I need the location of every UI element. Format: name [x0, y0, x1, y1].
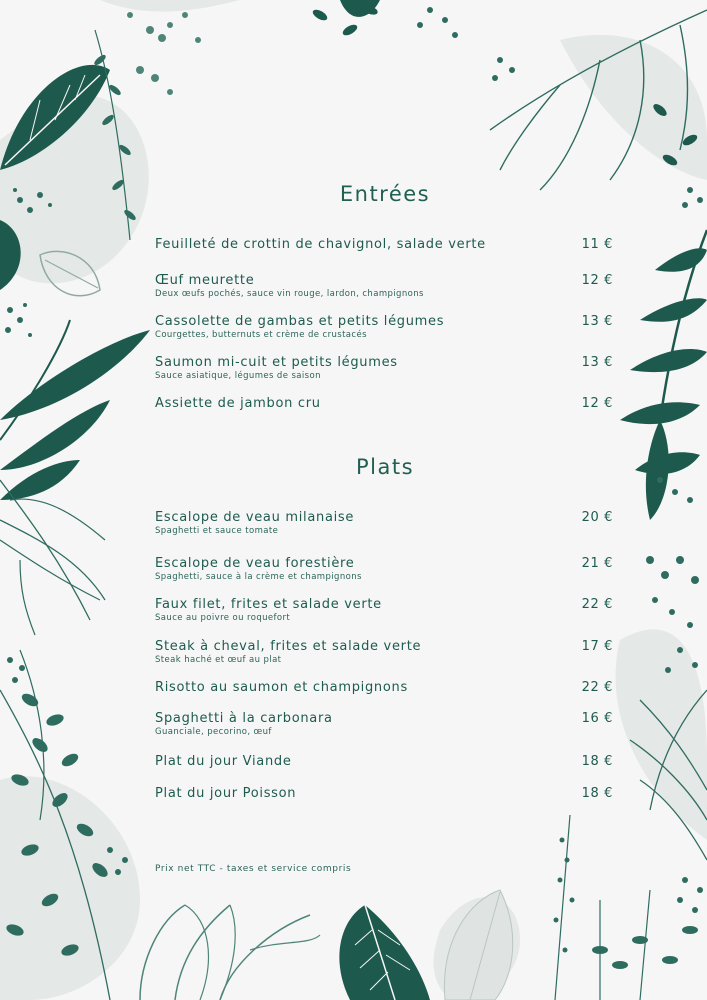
- item-description: Deux œufs pochés, sauce vin rouge, lardon, champignons: [155, 289, 424, 299]
- menu-item: [155, 396, 615, 411]
- item-description: Spaghetti, sauce à la crème et champignons: [155, 572, 362, 582]
- item-description: Guanciale, pecorino, œuf: [155, 727, 272, 737]
- item-price: 11 €: [581, 237, 613, 252]
- menu-item: [155, 597, 615, 623]
- menu-item: [155, 680, 615, 695]
- item-price: 22 €: [581, 597, 613, 612]
- item-price: 20 €: [581, 510, 613, 525]
- item-name: Escalope de veau forestière: [155, 556, 355, 571]
- item-description: Spaghetti et sauce tomate: [155, 526, 279, 536]
- item-price: 12 €: [581, 396, 613, 411]
- price-note: Prix net TTC - taxes et service compris: [155, 864, 352, 874]
- item-description: Sauce au poivre ou roquefort: [155, 613, 291, 623]
- section-title-entrees: Entrées: [339, 182, 431, 206]
- item-price: 17 €: [581, 639, 613, 654]
- menu-item: [155, 711, 615, 737]
- item-name: Spaghetti à la carbonara: [155, 711, 333, 726]
- item-name: Feuilleté de crottin de chavignol, salade verte: [155, 237, 486, 252]
- item-name: Escalope de veau milanaise: [155, 510, 355, 525]
- item-name: Œuf meurette: [155, 273, 255, 288]
- item-name: Cassolette de gambas et petits légumes: [155, 314, 445, 329]
- menu-item: [155, 510, 615, 536]
- item-price: 21 €: [581, 556, 613, 571]
- item-name: Faux filet, frites et salade verte: [155, 597, 382, 612]
- item-name: Risotto au saumon et champignons: [155, 680, 408, 695]
- menu-item: [155, 273, 615, 299]
- menu-item: [155, 786, 615, 801]
- item-name: Saumon mi-cuit et petits légumes: [155, 355, 398, 370]
- item-name: Plat du jour Poisson: [155, 786, 297, 801]
- item-name: Assiette de jambon cru: [155, 396, 321, 411]
- menu-item: [155, 355, 615, 381]
- menu-item: [155, 314, 615, 340]
- item-price: 12 €: [581, 273, 613, 288]
- menu-item: [155, 639, 615, 665]
- item-description: Sauce asiatique, légumes de saison: [155, 371, 321, 381]
- item-price: 16 €: [581, 711, 613, 726]
- menu-item: [155, 754, 615, 769]
- item-price: 13 €: [581, 314, 613, 329]
- section-title-plats: Plats: [355, 455, 415, 479]
- item-description: Steak haché et œuf au plat: [155, 655, 282, 665]
- item-name: Plat du jour Viande: [155, 754, 292, 769]
- item-price: 18 €: [581, 786, 613, 801]
- item-price: 13 €: [581, 355, 613, 370]
- menu-item: [155, 556, 615, 582]
- item-name: Steak à cheval, frites et salade verte: [155, 639, 422, 654]
- item-price: 18 €: [581, 754, 613, 769]
- item-price: 22 €: [581, 680, 613, 695]
- menu-item: [155, 237, 615, 252]
- item-description: Courgettes, butternuts et crème de crustacés: [155, 330, 367, 340]
